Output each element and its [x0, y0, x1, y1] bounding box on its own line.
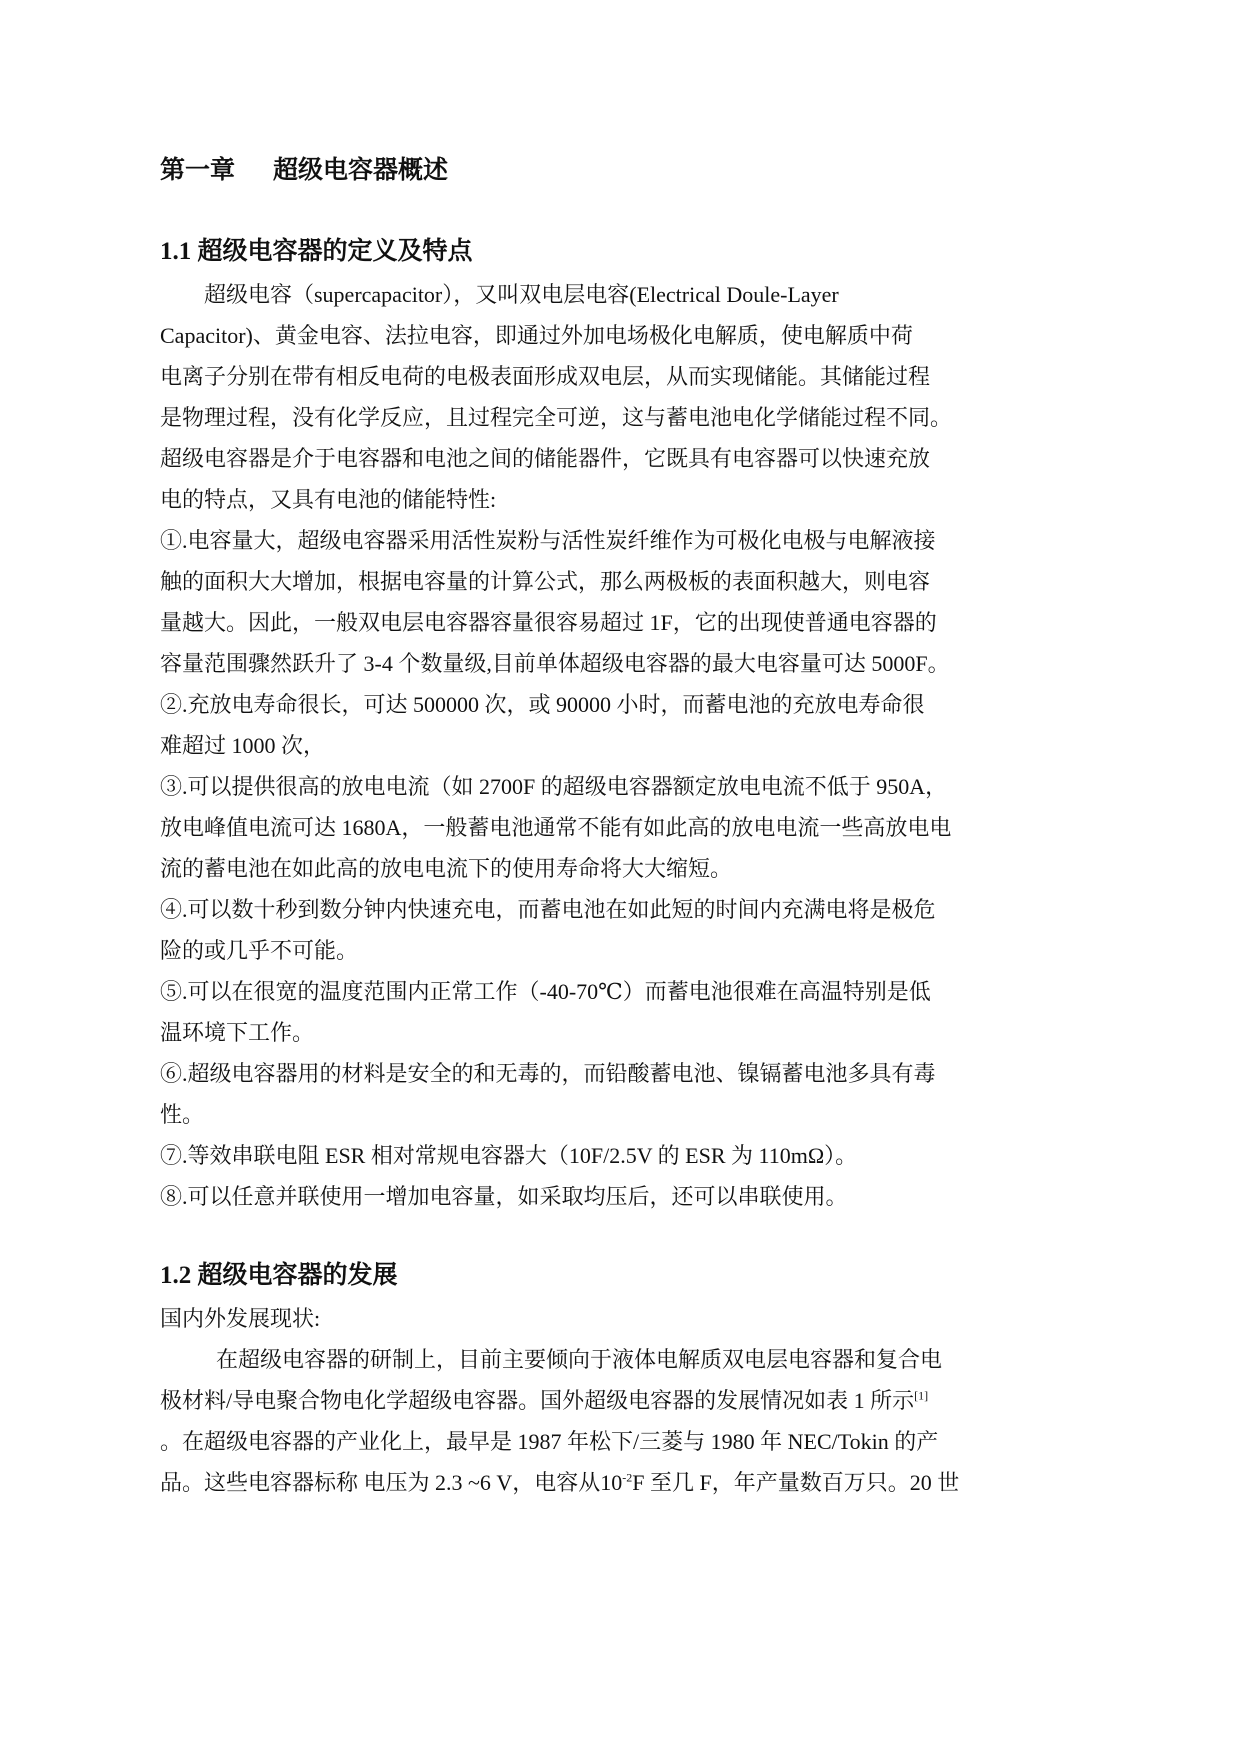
line-text: 。在超级电容器的产业化上，最早是 1987 年松下/三菱与 1980 年 NEC/Tokin 的产	[160, 1429, 939, 1454]
line-text: 品。这些电容器标称 电压为 2.3 ~6 V，电容从10	[160, 1470, 623, 1495]
list-item-line: ②.充放电寿命很长，可达 500000 次，或 90000 小时，而蓄电池的充放电寿命很	[160, 692, 925, 717]
paragraph-line: 电离子分别在带有相反电荷的电极表面形成双电层，从而实现储能。其储能过程	[160, 364, 931, 389]
paragraph-line: 电的特点，又具有电池的储能特性:	[160, 487, 497, 512]
subsection-label: 国内外发展现状:	[160, 1306, 321, 1331]
list-item-line: 险的或几乎不可能。	[160, 938, 359, 963]
list-item-line: 量越大。因此，一般双电层电容器容量很容易超过 1F，它的出现使普通电容器的	[160, 610, 937, 635]
list-item-line: ⑧.可以任意并联使用一增加电容量，如采取均压后，还可以串联使用。	[160, 1184, 848, 1209]
list-item-line: 放电峰值电流可达 1680A，一般蓄电池通常不能有如此高的放电电流一些高放电电	[160, 815, 952, 840]
citation-superscript: [1]	[914, 1388, 929, 1403]
paragraph-line	[160, 1380, 1060, 1421]
exponent-superscript: -2	[622, 1470, 633, 1485]
list-item-line: ⑥.超级电容器用的材料是安全的和无毒的，而铅酸蓄电池、镍镉蓄电池多具有毒	[160, 1061, 936, 1086]
list-item-line: 性。	[160, 1102, 205, 1127]
list-item-line: ⑦.等效串联电阻 ESR 相对常规电容器大（10F/2.5V 的 ESR 为 110mΩ）。	[160, 1143, 858, 1168]
line-text: 极材料/导电聚合物电化学超级电容器。国外超级电容器的发展情况如表 1 所示	[160, 1388, 915, 1413]
list-item-line: ①.电容量大，超级电容器采用活性炭粉与活性炭纤维作为可极化电极与电解液接	[160, 528, 936, 553]
list-item-line: 流的蓄电池在如此高的放电电流下的使用寿命将大大缩短。	[160, 856, 733, 881]
paragraph-line: 是物理过程，没有化学反应，且过程完全可逆，这与蓄电池电化学储能过程不同。	[160, 405, 953, 430]
paragraph-line	[160, 1421, 1060, 1462]
line-text-continued: F 至几 F，年产量数百万只。20 世	[632, 1470, 960, 1495]
paragraph-line: Capacitor)、黄金电容、法拉电容，即通过外加电场极化电解质，使电解质中荷	[160, 323, 913, 348]
paragraph-line: 超级电容器是介于电容器和电池之间的储能器件，它既具有电容器可以快速充放	[160, 446, 931, 471]
list-item-line: 温环境下工作。	[160, 1020, 315, 1045]
list-item-line: 容量范围骤然跃升了 3-4 个数量级,目前单体超级电容器的最大电容量可达 5000F。	[160, 651, 950, 676]
paragraph-line: 超级电容（supercapacitor），又叫双电层电容(Electrical Doule-Layer	[204, 282, 839, 307]
chapter-number: 第一章	[160, 157, 236, 184]
section-heading: 1.1 超级电容器的定义及特点	[160, 238, 473, 265]
line-text: 在超级电容器的研制上，目前主要倾向于液体电解质双电层电容器和复合电	[216, 1347, 943, 1372]
list-item-line: 触的面积大大增加，根据电容量的计算公式，那么两极板的表面积越大，则电容	[160, 569, 931, 594]
list-item-line: 难超过 1000 次，	[160, 733, 326, 758]
list-item-line: ④.可以数十秒到数分钟内快速充电，而蓄电池在如此短的时间内充满电将是极危	[160, 897, 936, 922]
section-1-2	[160, 1254, 1060, 1503]
paragraph-line	[160, 1462, 1060, 1503]
section-1-1	[160, 230, 1060, 1217]
list-item-line: ⑤.可以在很宽的温度范围内正常工作（-40-70℃）而蓄电池很难在高温特别是低	[160, 979, 931, 1004]
chapter-title: 超级电容器概述	[273, 157, 449, 184]
section-heading: 1.2 超级电容器的发展	[160, 1262, 398, 1289]
chapter-heading	[160, 150, 1060, 191]
paragraph-line	[160, 1339, 1060, 1380]
list-item-line: ③.可以提供很高的放电电流（如 2700F 的超级电容器额定放电电流不低于 950A，	[160, 774, 948, 799]
page-content	[160, 150, 1060, 1503]
